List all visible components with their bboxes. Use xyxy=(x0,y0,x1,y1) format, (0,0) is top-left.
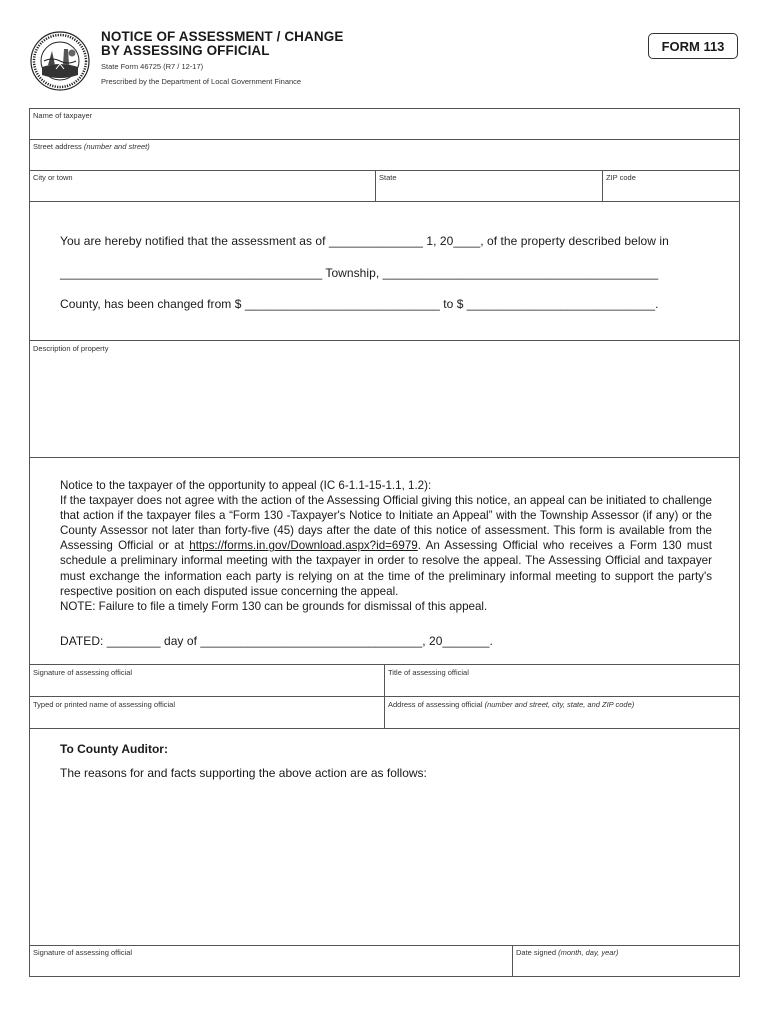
divider xyxy=(29,139,740,140)
street-address-field[interactable] xyxy=(33,142,150,151)
official-signature-label: Signature of assessing official xyxy=(33,668,133,677)
official-name-field[interactable] xyxy=(33,700,175,709)
divider xyxy=(29,728,740,729)
prescribed-by: Prescribed by the Department of Local Government Finance xyxy=(101,77,302,86)
notice-line-3: County, has been changed from $ _____________________________ to $ ____________________________. xyxy=(60,297,659,311)
date-signed-hint: (month, day, year) xyxy=(558,948,619,957)
form-number-badge: FORM 113 xyxy=(648,33,738,59)
auditor-signature-field[interactable] xyxy=(33,948,132,957)
appeal-body xyxy=(60,493,712,599)
appeal-body-text-cont: . An Assessing Official who receives a Form 130 must schedule a preliminary informal meeting with the taxpayer in order to resolve the appeal. The Assessing Official and taxpayer must exchange the information each party is relying on at the time of the preliminary informal meeting to support the party's respective position on each disputed issue concerning the appeal. xyxy=(60,539,712,598)
city-label: City or town xyxy=(33,173,73,182)
divider xyxy=(375,170,376,201)
zip-field[interactable] xyxy=(606,173,636,182)
form-title-line2: BY ASSESSING OFFICIAL xyxy=(101,43,270,58)
notice-line-2: _______________________________________ Township, _________________________________________ xyxy=(60,266,659,280)
zip-label: ZIP code xyxy=(606,173,636,182)
form-130-link[interactable]: https://forms.in.gov/Download.aspx?id=6979 xyxy=(189,539,418,553)
official-title-field[interactable] xyxy=(388,668,469,677)
official-title-label: Title of assessing official xyxy=(388,668,469,677)
appeal-heading: Notice to the taxpayer of the opportunity to appeal (IC 6-1.1-15-1.1, 1.2): xyxy=(60,479,432,492)
divider xyxy=(29,340,740,341)
official-address-label: Address of assessing official xyxy=(388,700,483,709)
street-address-hint: (number and street) xyxy=(83,142,150,151)
county-auditor-heading: To County Auditor: xyxy=(60,742,168,756)
divider xyxy=(29,201,740,202)
state-field[interactable] xyxy=(379,173,397,182)
date-signed-label: Date signed xyxy=(516,948,557,957)
taxpayer-name-field[interactable] xyxy=(33,111,92,120)
date-signed-field[interactable] xyxy=(516,948,618,957)
divider xyxy=(29,945,740,946)
official-name-label: Typed or printed name of assessing official xyxy=(33,700,176,709)
city-field[interactable] xyxy=(33,173,73,182)
property-description-label: Description of property xyxy=(33,344,109,353)
divider xyxy=(602,170,603,201)
official-signature-field[interactable] xyxy=(33,668,132,677)
official-address-field[interactable] xyxy=(388,700,634,709)
divider xyxy=(29,457,740,458)
appeal-body-text: If the taxpayer does not agree with the action of the Assessing Official giving this notice, an appeal can be initiated to challenge that action if the taxpayer files a “Form 130 -Taxpayer's Notice to Initiate an Appeal” with the Township Assessor (if any) or the County Assessor not later than forty-five (45) days after the date of this notice of assessment. This form is available from the Assessing Official or at xyxy=(60,494,712,553)
divider xyxy=(512,945,513,977)
property-description-field[interactable] xyxy=(33,344,108,353)
dated-line: DATED: ________ day of _________________________________, 20_______. xyxy=(60,634,493,648)
form-title xyxy=(101,30,343,58)
divider xyxy=(29,170,740,171)
taxpayer-name-label: Name of taxpayer xyxy=(33,111,93,120)
appeal-note: NOTE: Failure to file a timely Form 130 can be grounds for dismissal of this appeal. xyxy=(60,599,488,613)
state-form-number: State Form 46725 (R7 / 12-17) xyxy=(101,62,204,71)
appeal-notice xyxy=(60,478,712,614)
official-address-hint: (number and street, city, state, and ZIP code) xyxy=(484,700,635,709)
county-auditor-text: The reasons for and facts supporting the above action are as follows: xyxy=(60,766,427,780)
auditor-signature-label: Signature of assessing official xyxy=(33,948,133,957)
form-title-line1: NOTICE OF ASSESSMENT / CHANGE xyxy=(101,29,344,44)
state-seal-icon xyxy=(30,31,90,91)
notice-line-1: You are hereby notified that the assessment as of ______________ 1, 20____, of the property described below in xyxy=(60,234,669,248)
street-address-label: Street address xyxy=(33,142,82,151)
divider xyxy=(384,664,385,728)
state-label: State xyxy=(379,173,397,182)
